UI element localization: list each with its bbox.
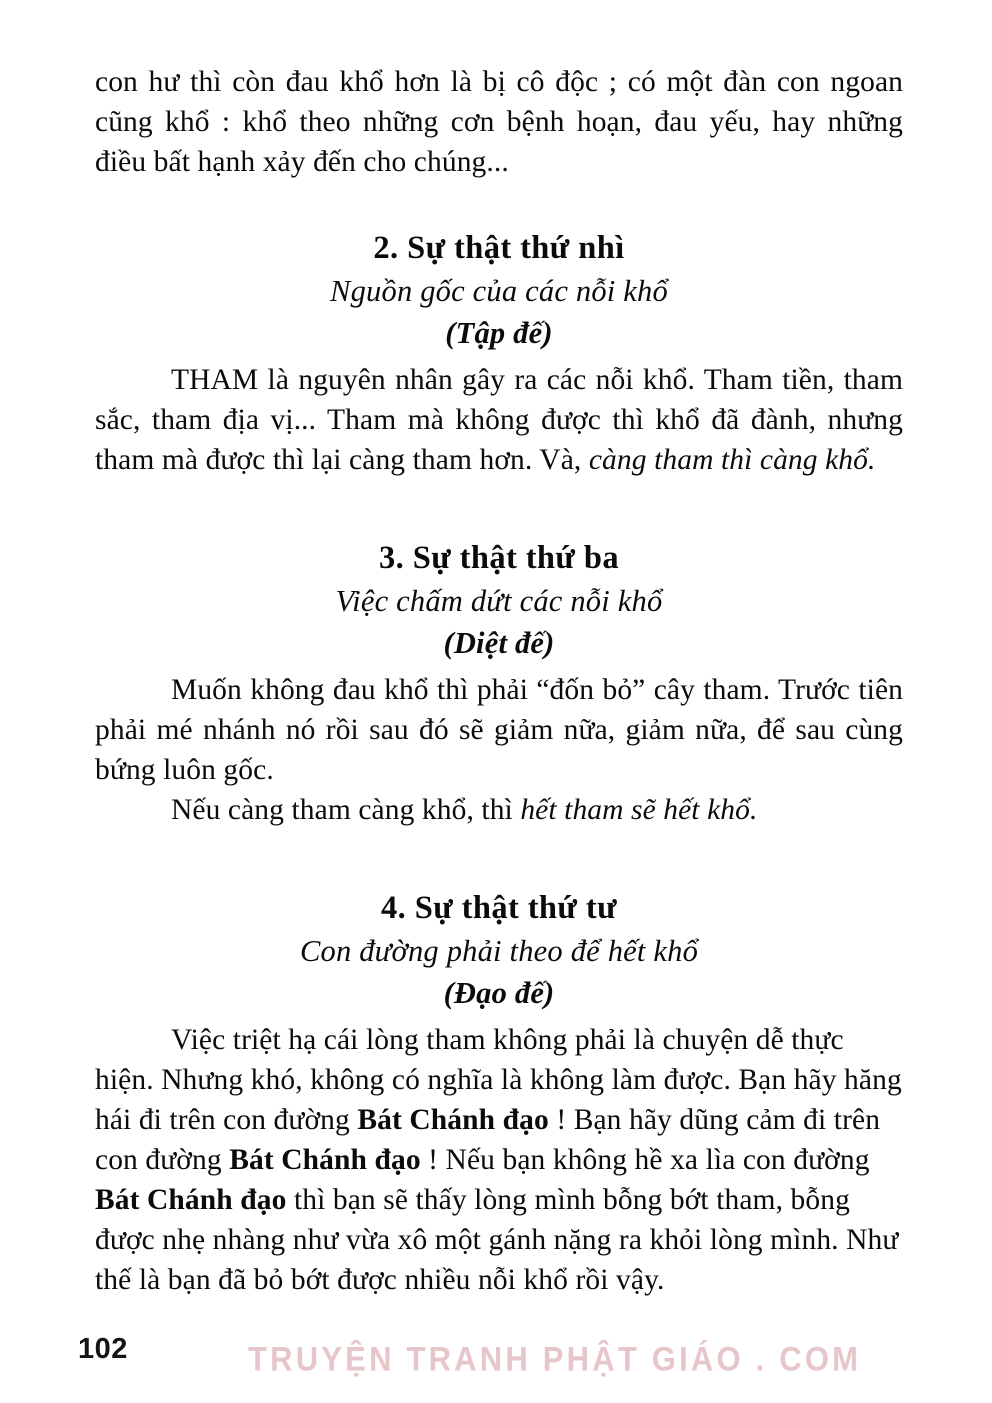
section-2-number-title: 2. Sự thật thứ nhì — [373, 230, 625, 266]
section-4-text-part-4: thì bạn sẽ thấy lòng mình bỗng bớt tham, bỗng được nhẹ nhàng như vừa xô một gánh nặng ra khỏi lòng mình. Như thế là bạn đã bỏ bớt được nhiều nỗi khổ rồi vậy. — [95, 1184, 899, 1296]
section-4-bold-term-3: Bát Chánh đạo — [95, 1184, 287, 1216]
section-4-paragraph — [95, 1020, 903, 1300]
section-4-heading — [95, 886, 903, 1014]
opening-paragraph: con hư thì còn đau khổ hơn là bị cô độc ; có một đàn con ngoan cũng khổ : khổ theo những cơn bệnh hoạn, đau yếu, hay những điều bất hạnh xảy đến cho chúng... — [95, 66, 903, 178]
section-4-paren-title: (Đạo đế) — [443, 976, 555, 1010]
page-content — [95, 0, 903, 1300]
section-3-paragraph-1: Muốn không đau khổ thì phải “đốn bỏ” cây tham. Trước tiên phải mé nhánh nó rồi sau đó sẽ giảm nữa, giảm nữa, để sau cùng bứng luôn gốc. — [95, 674, 903, 786]
section-2-text-italic: càng tham thì càng khổ. — [588, 444, 876, 476]
section-2-paren-title: (Tập đế) — [445, 316, 553, 350]
section-2-heading — [95, 226, 903, 354]
section-4-subtitle: Con đường phải theo để hết khổ — [299, 934, 699, 968]
page-number: 102 — [78, 1333, 128, 1365]
section-2-paragraph — [95, 360, 903, 480]
section-4-bold-term-2: Bát Chánh đạo — [229, 1144, 421, 1176]
section-4-bold-term-1: Bát Chánh đạo — [357, 1104, 549, 1136]
spacer-before-section-2 — [95, 182, 903, 226]
top-spacer — [95, 0, 903, 62]
section-4-text-part-1: Việc triệt hạ cái lòng tham không phải là chuyện dễ thực hiện. Nhưng khó, không có nghĩa là không làm được. Bạn hãy hăng hái đi trên con đường — [95, 1024, 902, 1136]
section-3-paragraph-2 — [95, 790, 903, 830]
section-4-text-part-3: ! Nếu bạn không hề xa lìa con đường — [420, 1144, 870, 1176]
section-3-text-italic: hết tham sẽ hết khổ. — [520, 794, 758, 826]
section-4-number-title: 4. Sự thật thứ tư — [381, 890, 617, 926]
section-3-subtitle: Việc chấm dứt các nỗi khổ — [335, 584, 663, 618]
spacer-before-section-4 — [95, 830, 903, 886]
section-3-paren-title: (Diệt đế) — [443, 626, 555, 660]
page-footer — [0, 1325, 992, 1403]
section-3-text-plain: Nếu càng tham càng khổ, thì — [171, 794, 521, 826]
section-3-number-title: 3. Sự thật thứ ba — [379, 540, 619, 576]
spacer-before-section-3 — [95, 480, 903, 536]
site-watermark: TRUYỆN TRANH PHẬT GIÁO . COM — [248, 1339, 862, 1379]
section-3-heading — [95, 536, 903, 664]
section-2-text-plain: THAM là nguyên nhân gây ra các nỗi khổ. Tham tiền, tham sắc, tham địa vị... Tham mà không được thì khổ đã đành, nhưng tham mà được thì lại càng tham hơn. Và, — [95, 364, 903, 476]
section-4-text-part-2: ! Bạn hãy dũng cảm đi trên con đường — [95, 1104, 881, 1176]
section-2-subtitle: Nguồn gốc của các nỗi khổ — [330, 274, 668, 308]
